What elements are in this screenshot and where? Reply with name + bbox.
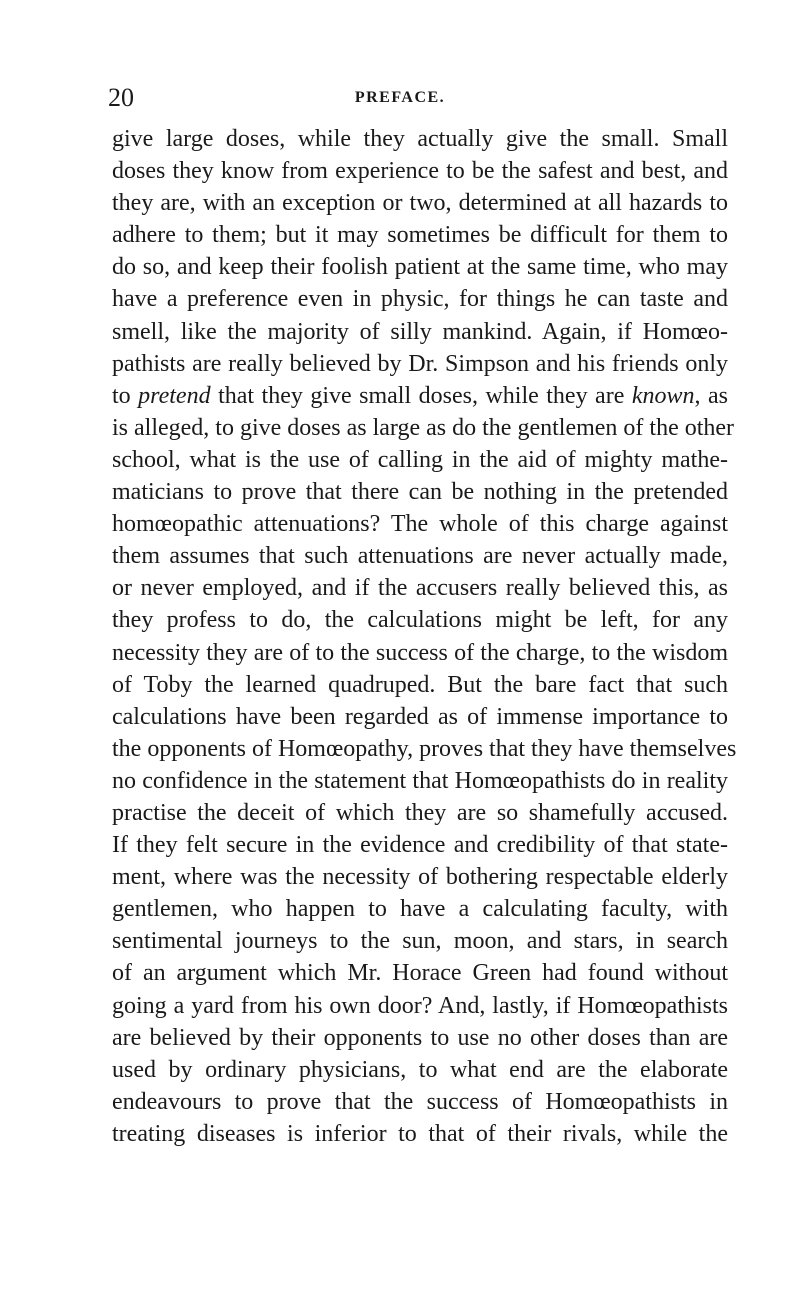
text-line: used by ordinary physicians, to what end are the elaborate — [112, 1056, 728, 1083]
running-title: PREFACE. — [354, 89, 446, 106]
text-line: maticians to prove that there can be nothing in the pretended — [112, 479, 728, 506]
text-line: If they felt secure in the evidence and credibility of that state- — [112, 832, 728, 859]
text-line: going a yard from his own door? And, lastly, if Homœopathists — [112, 992, 728, 1019]
text-line: treating diseases is inferior to that of their rivals, while the — [112, 1120, 728, 1147]
text-line: endeavours to prove that the success of Homœopathists in — [112, 1088, 728, 1115]
italic-word: known — [631, 382, 695, 409]
text-line: smell, like the majority of silly mankind. Again, if Homœo- — [112, 318, 728, 345]
text-line: give large doses, while they actually give the small. Small — [112, 126, 728, 152]
text-line: sentimental journeys to the sun, moon, and stars, in search — [112, 928, 728, 955]
text-line: doses they know from experience to be the safest and best, and — [112, 158, 728, 185]
text-line: gentlemen, who happen to have a calculating faculty, with — [112, 896, 728, 923]
text-line: necessity they are of to the success of the charge, to the wisdom — [112, 639, 728, 666]
body-text — [112, 123, 737, 1150]
text-line: the opponents of Homœopathy, proves that they have themselves — [112, 735, 737, 762]
text-line: of Toby the learned quadruped. But the bare fact that such — [112, 671, 728, 698]
text-line: no confidence in the statement that Homœopathists do in reality — [112, 767, 728, 794]
text-line-with-italics: to pretend that they give small doses, while they are known, as — [112, 382, 728, 409]
text-line: they profess to do, the calculations might be left, for any — [112, 607, 728, 634]
text-line: them assumes that such attenuations are never actually made, — [112, 543, 728, 570]
text-line: school, what is the use of calling in the aid of mighty mathe- — [112, 446, 728, 473]
page-number: 20 — [108, 83, 134, 112]
text-line: homœopathic attenuations? The whole of this charge against — [112, 511, 728, 538]
text-line: do so, and keep their foolish patient at the same time, who may — [112, 254, 728, 281]
running-head — [0, 83, 800, 113]
text-line: of an argument which Mr. Horace Green had found without — [112, 960, 728, 987]
text-line: they are, with an exception or two, determined at all hazards to — [112, 190, 728, 217]
text-line: ment, where was the necessity of bothering respectable elderly — [112, 864, 728, 891]
text-line: pathists are really believed by Dr. Simpson and his friends only — [112, 350, 728, 377]
italic-word: pretend — [138, 382, 211, 409]
text-line: or never employed, and if the accusers really believed this, as — [112, 575, 728, 602]
text-line: calculations have been regarded as of immense importance to — [112, 703, 728, 730]
text-line: are believed by their opponents to use no other doses than are — [112, 1024, 728, 1051]
text-line: practise the deceit of which they are so shamefully accused. — [112, 799, 728, 826]
text-line: have a preference even in physic, for things he can taste and — [112, 286, 728, 313]
text-line: adhere to them; but it may sometimes be difficult for them to — [112, 222, 728, 249]
text-line: is alleged, to give doses as large as do the gentlemen of the other — [112, 414, 735, 441]
